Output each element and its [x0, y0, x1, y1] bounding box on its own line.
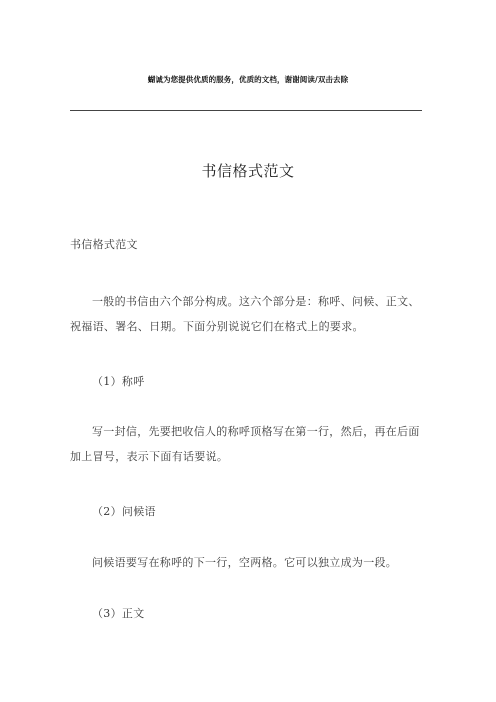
header-note: 蝴诚为您提供优质的服务，优质的文档，谢谢阅读/双击去除	[147, 75, 349, 84]
document-title: 书信格式范文	[201, 162, 295, 180]
section-heading-greeting: （2）问候语	[92, 505, 156, 518]
document-subtitle: 书信格式范文	[70, 238, 138, 251]
paragraph-greeting: 问候语要写在称呼的下一行，空两格。它可以独立成为一段。	[92, 556, 398, 569]
header-divider	[70, 110, 422, 111]
paragraph-salutation: 写一封信，先要把收信人的称呼顶格写在第一行，然后，再在后面加上冒号，表示下面有话要说。	[70, 425, 420, 463]
paragraph-intro: 一般的书信由六个部分构成。这六个部分是：称呼、问候、正文、祝福语、署名、日期。下面分别说说它们在格式上的要求。	[70, 295, 420, 333]
section-heading-body: （3）正文	[92, 607, 145, 620]
section-heading-salutation: （1）称呼	[92, 375, 145, 388]
